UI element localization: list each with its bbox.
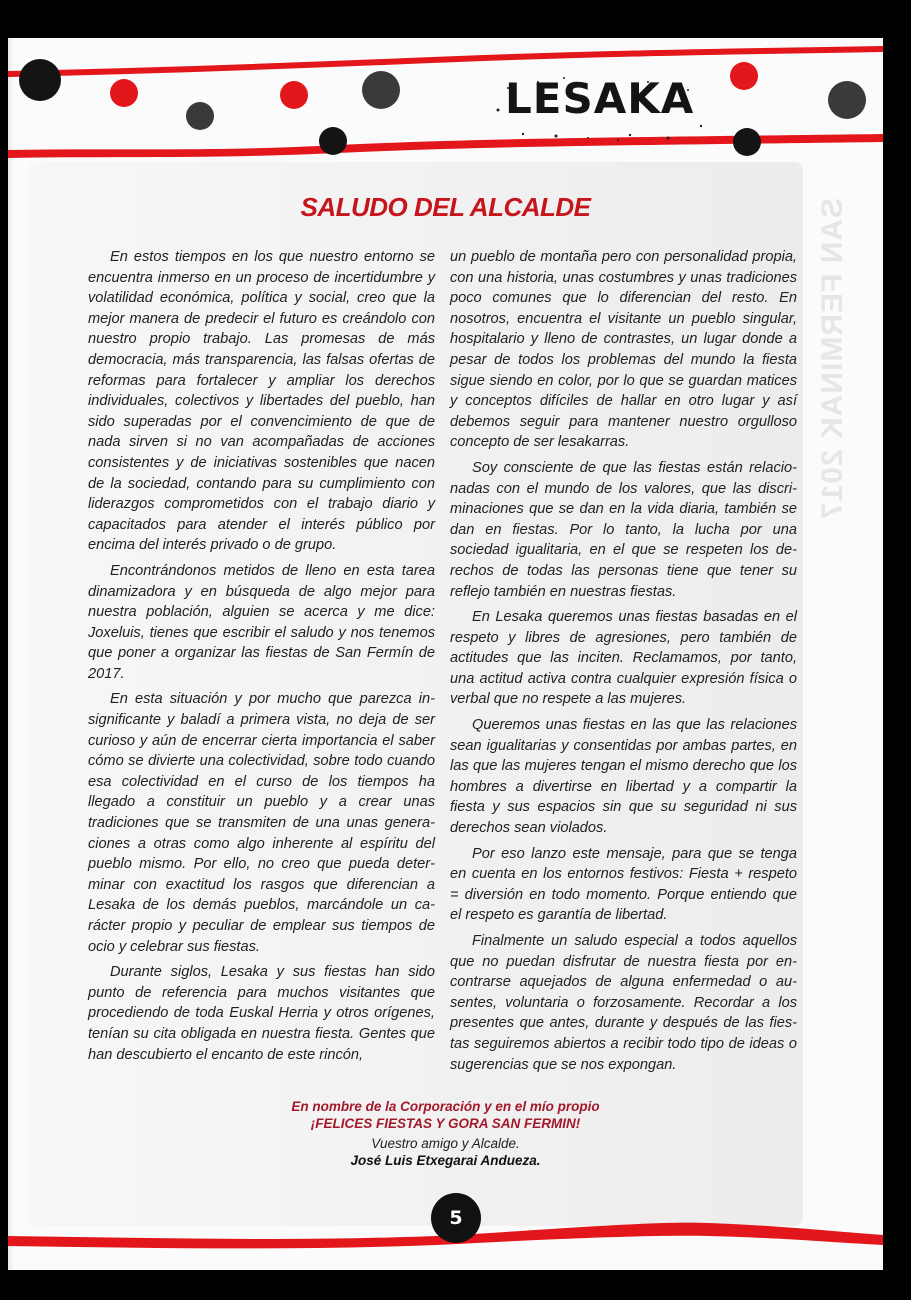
dot-black	[319, 127, 347, 155]
paragraph: Finalmente un saludo especial a todos aquellos que no puedan disfrutar de nuestra fiesta por encontrarse aquejados de alguna enfermedad o ausentes, voluntaria o forzosamente. Recordar a los presentes que antes, durante y después de las fiestas seguiremos abiertos a recibir todo tipo de ideas o sugerencias que se nos expongan.	[450, 933, 797, 1073]
paragraph: Queremos unas fiestas en las que las relaciones sean igualitarias y consentidas por ambas partes, en las que las mujeres tengan el mismo derecho que los hombres a divertirse en libertad y a compartir la fiesta y sus espacios sin que su seguridad ni sus derechos sean violados.	[450, 717, 797, 837]
article-column-left	[88, 247, 435, 1070]
article-column-right	[450, 247, 797, 1080]
dot-grey	[362, 71, 400, 109]
paragraph: un pueblo de montaña pero con personalidad propia, con una historia, unas costumbres y unas tradiciones poco comunes que lo diferencian del resto. En nosotros, encuentra el visitante un pueblo singular, hospitalario y lleno de contrastes, un lugar donde a pesar de todos los problemas del mundo la fiesta sigue siendo en color, por lo que se guardan matices y conceptos difíciles de hallar en otro lugar y así debemos seguir para mantener nuestro orgulloso concepto de ser lesakarras.	[450, 249, 797, 451]
paragraph: Soy consciente de que las fiestas están relacionadas con el mundo de los valores, que las discriminaciones que se dan en la vida diaria, también se dan en fiestas. Por lo tanto, la lucha por una sociedad igualitaria, en el que se respeten los derechos de todas las personas tiene que tener su reflejo también en nuestras fiestas.	[450, 459, 797, 600]
dot-grey	[186, 102, 214, 130]
closing-block	[8, 1098, 883, 1169]
magazine-page	[8, 38, 883, 1270]
dot-grey	[828, 81, 866, 119]
page-number: 5	[431, 1193, 481, 1243]
dot-red	[730, 62, 758, 90]
paragraph: En Lesaka queremos unas fiestas basadas en el respeto y libres de agresiones, pero también de actitudes que las inciten. Reclamamos, por tanto, una actitud activa contra cualquier expresión física o verbal que no respete a las mujeres.	[450, 609, 797, 708]
paragraph: En esta situación y por mucho que parezca insignificante y baladí a primera vista, no deja de ser curioso y aún de encerrar cierta importancia el saber cómo se divierte una colectividad, sobre todo cuando esa colectividad en el curso de los tiempos ha llegado a constituir un pueblo y a crear unas tradiciones que se transmiten de una unas generaciones a otras como algo inherente al espíritu del pueblo mismo. Por ello, no creo que pueda determinar con exactitud los rasgos que diferencian a Lesaka de los demás pueblos, marcándole un carácter propio y peculiar de emplear sus tiempos de ocio y celebrar sus fiestas.	[88, 691, 435, 955]
signature: José Luis Etxegarai Andueza.	[350, 1153, 541, 1168]
dot-black	[733, 128, 761, 156]
paragraph: Por eso lanzo este mensaje, para que se tenga en cuenta en los entornos festivos: Fiesta + respeto = diversión en todo momento. Porque entiendo que el respeto es garantía de libertad.	[450, 845, 797, 924]
dot-black	[19, 59, 61, 101]
paragraph: Durante siglos, Lesaka y sus fiestas han sido punto de referencia para muchos visitantes que procediendo de toda Euskal Herria y otros orígenes, tenían su cita obligada en nuestra fiesta. Gentes que han descubierto el encanto de este rincón,	[88, 964, 435, 1063]
lesaka-logo: LESAKA	[505, 74, 695, 123]
signoff: Vuestro amigo y Alcalde.	[371, 1136, 520, 1151]
paragraph: En estos tiempos en los que nuestro entorno se encuentra inmerso en un proceso de incertidumbre y volatilidad económica, política y social, creo que la mejor manera de predecir el futuro es creándolo con nuestro propio trabajo. Las promesas de más democracia, más transparencia, las falsas ofertas de reformas para fortalecer y ampliar los derechos individuales, colectivos y libertades del pueblo, han sido superadas por el convencimiento de que de nada sirven si no van acompañadas de acciones consistentes y de iniciativas sostenibles que nacen de la sociedad, contando para su cumplimiento con liderazgos comprometidos con el trabajo diario y capacitados para atender el interés público por encima del interés privado o de grupo.	[88, 249, 435, 554]
closing-exclamation: ¡FELICES FIESTAS Y GORA SAN FERMIN!	[310, 1116, 581, 1131]
dot-red	[280, 81, 308, 109]
dot-red	[110, 79, 138, 107]
article-title: SALUDO DEL ALCALDE	[300, 192, 591, 222]
closing-greeting: En nombre de la Corporación y en el mío propio	[291, 1099, 600, 1114]
paragraph: Encontrándonos metidos de lleno en esta tarea dinamizadora y en búsqueda de algo mejor para nuestra población, alguien se acerca y me dice: Joxeluis, tienes que escribir el saludo y nos tenemos que poner a organizar las fiestas de San Fermín de 2017.	[88, 562, 435, 682]
bleed-through-text: SAN FERMINAK 2017	[816, 198, 849, 521]
